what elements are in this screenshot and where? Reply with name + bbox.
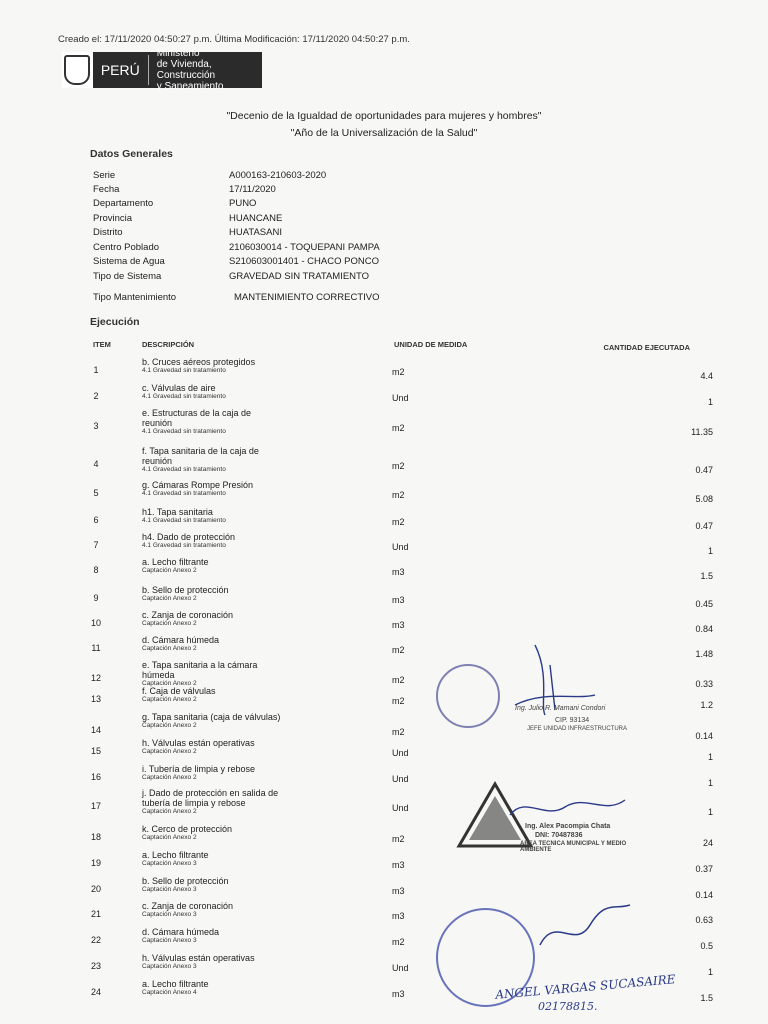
row-description: [142, 635, 282, 653]
row-description-main: h4. Dado de protección: [142, 532, 236, 542]
row-quantity: 1.5: [700, 993, 713, 1003]
logo-country: PERÚ: [93, 55, 149, 85]
row-description-main: h1. Tapa sanitaria: [142, 507, 213, 517]
row-description: [142, 876, 282, 894]
row-description-main: b. Cruces aéreos protegidos: [142, 357, 256, 367]
row-item-number: 22: [90, 935, 101, 945]
row-item-number: 1: [93, 365, 99, 375]
row-unit: Und: [392, 774, 409, 784]
row-description-main: c. Zanja de coronación: [142, 610, 234, 620]
row-description-sub: 4.1 Gravedad sin tratamiento: [142, 367, 226, 374]
field-value: MANTENIMIENTO CORRECTIVO: [234, 292, 380, 303]
row-quantity: 0.84: [695, 624, 713, 634]
row-description-main: h. Válvulas están operativas: [142, 738, 255, 748]
stamp1-cip: CIP. 93134: [555, 717, 590, 724]
row-description-sub: Captación Anexo 2: [142, 595, 197, 602]
row-item-number: 15: [90, 746, 101, 756]
row-description-main: e. Tapa sanitaria a la cámara húmeda: [142, 660, 258, 680]
row-description-main: c. Zanja de coronación: [142, 901, 234, 911]
row-quantity: 0.45: [695, 599, 713, 609]
row-description-sub: 4.1 Gravedad sin tratamiento: [142, 428, 226, 435]
row-description-sub: Captación Anexo 3: [142, 911, 197, 918]
row-unit: Und: [392, 393, 409, 403]
row-unit: m2: [392, 490, 405, 500]
row-item-number: 9: [93, 593, 99, 603]
field-value: HUANCANE: [229, 213, 283, 224]
row-description-main: f. Tapa sanitaria de la caja de reunión: [142, 446, 259, 466]
row-description-main: a. Lecho filtrante: [142, 979, 209, 989]
row-unit: Und: [392, 803, 409, 813]
row-quantity: 1.48: [695, 649, 713, 659]
row-description-main: e. Estructuras de la caja de reunión: [142, 408, 252, 428]
field-label: Tipo Mantenimiento: [93, 292, 177, 303]
row-quantity: 24: [702, 838, 713, 848]
stamp2-name: Ing. Alex Pacompia Chata: [525, 823, 611, 830]
row-quantity: 0.33: [695, 679, 713, 689]
row-description-sub: 4.1 Gravedad sin tratamiento: [142, 466, 226, 473]
row-item-number: 21: [90, 909, 101, 919]
row-item-number: 10: [90, 618, 101, 628]
execution-title: Ejecución: [90, 316, 140, 328]
field-label: Serie: [93, 170, 116, 181]
row-description-sub: Captación Anexo 2: [142, 645, 197, 652]
row-description-sub: Captación Anexo 3: [142, 886, 197, 893]
column-quantity: CANTIDAD EJECUTADA: [603, 343, 690, 352]
field-value: A000163-210603-2020: [229, 170, 327, 181]
row-description: [142, 557, 282, 575]
row-description: [142, 532, 282, 550]
field-value: S210603001401 - CHACO PONCO: [229, 256, 379, 267]
field-label: Provincia: [93, 213, 133, 224]
row-description: [142, 357, 282, 375]
column-description: DESCRIPCIÓN: [142, 340, 195, 349]
document-metadata: Creado el: 17/11/2020 04:50:27 p.m. Última Modificación: 17/11/2020 04:50:27 p.m.: [58, 34, 410, 45]
row-unit: m2: [392, 675, 405, 685]
stamp1-role: JEFE UNIDAD INFRAESTRUCTURA: [527, 726, 628, 732]
row-description-sub: 4.1 Gravedad sin tratamiento: [142, 490, 226, 497]
field-value: HUATASANI: [229, 227, 282, 238]
row-description-sub: Captación Anexo 2: [142, 696, 197, 703]
row-description-sub: Captación Anexo 2: [142, 567, 197, 574]
row-item-number: 23: [90, 961, 101, 971]
signature-3: [535, 900, 635, 960]
row-description: [142, 610, 282, 628]
row-item-number: 11: [91, 643, 101, 653]
row-description-sub: Captación Anexo 2: [142, 680, 197, 687]
row-description-main: g. Cámaras Rompe Presión: [142, 480, 254, 490]
row-unit: m3: [392, 567, 405, 577]
column-unit: UNIDAD DE MEDIDA: [394, 340, 468, 349]
field-value: PUNO: [229, 198, 257, 209]
handwritten-number: 02178815.: [538, 1000, 598, 1013]
row-description: [142, 738, 282, 756]
row-unit: Und: [392, 963, 409, 973]
row-description: [142, 788, 282, 816]
row-unit: m2: [392, 517, 405, 527]
row-description-main: g. Tapa sanitaria (caja de válvulas): [142, 712, 281, 722]
row-description: [142, 585, 282, 603]
row-quantity: 1: [707, 546, 713, 556]
row-quantity: 1: [707, 967, 713, 977]
row-quantity: 0.14: [695, 731, 713, 741]
row-description-sub: Captación Anexo 2: [142, 748, 197, 755]
row-description: [142, 850, 282, 868]
row-description-main: a. Lecho filtrante: [142, 850, 209, 860]
row-unit: m2: [392, 727, 405, 737]
ministry-logo: [62, 48, 262, 92]
row-quantity: 1: [707, 397, 713, 407]
signature-3-icon: [535, 900, 635, 960]
row-description-main: h. Válvulas están operativas: [142, 953, 255, 963]
row-unit: m2: [392, 367, 405, 377]
signature-2-icon: [505, 795, 655, 825]
row-description: [142, 824, 282, 842]
row-item-number: 24: [90, 987, 101, 997]
row-unit: m3: [392, 911, 405, 921]
field-label: Sistema de Agua: [93, 256, 165, 267]
field-label: Distrito: [93, 227, 123, 238]
row-description-main: i. Tubería de limpia y rebose: [142, 764, 256, 774]
row-description: [142, 480, 282, 498]
row-description-main: d. Cámara húmeda: [142, 635, 220, 645]
row-quantity: 5.08: [695, 494, 713, 504]
row-quantity: 0.47: [695, 521, 713, 531]
general-data-title: Datos Generales: [90, 148, 173, 160]
row-description: [142, 712, 282, 730]
row-description-sub: Captación Anexo 2: [142, 774, 197, 781]
row-description: [142, 383, 282, 401]
row-description: [142, 764, 282, 782]
row-quantity: 1.2: [700, 700, 713, 710]
row-description-sub: 4.1 Gravedad sin tratamiento: [142, 542, 226, 549]
row-item-number: 20: [90, 884, 101, 894]
row-unit: m2: [392, 937, 405, 947]
row-quantity: 0.5: [700, 941, 713, 951]
row-quantity: 1.5: [700, 571, 713, 581]
row-quantity: 0.47: [695, 465, 713, 475]
row-description-main: c. Válvulas de aire: [142, 383, 216, 393]
row-quantity: 1: [707, 778, 713, 788]
field-label: Centro Poblado: [93, 242, 160, 253]
row-description-sub: Captación Anexo 2: [142, 722, 197, 729]
row-description: [142, 953, 282, 971]
row-description-sub: Captación Anexo 4: [142, 989, 197, 996]
motto-year: "Año de la Universalización de la Salud": [290, 127, 478, 139]
row-description-main: k. Cerco de protección: [142, 824, 233, 834]
row-description: [142, 507, 282, 525]
row-unit: m3: [392, 860, 405, 870]
row-description-main: a. Lecho filtrante: [142, 557, 209, 567]
stamp2-dni: DNI: 70487836: [535, 832, 583, 839]
row-item-number: 6: [93, 515, 99, 525]
row-description-sub: Captación Anexo 2: [142, 808, 197, 815]
row-description-sub: Captación Anexo 3: [142, 937, 197, 944]
row-item-number: 12: [90, 673, 101, 683]
row-quantity: 1: [707, 752, 713, 762]
row-description-sub: 4.1 Gravedad sin tratamiento: [142, 393, 226, 400]
row-quantity: 0.14: [695, 890, 713, 900]
row-description: [142, 408, 282, 436]
row-unit: m3: [392, 989, 405, 999]
row-description: [142, 927, 282, 945]
row-description-sub: 4.1 Gravedad sin tratamiento: [142, 517, 226, 524]
row-item-number: 8: [93, 565, 99, 575]
field-label: Fecha: [93, 184, 120, 195]
row-unit: Und: [392, 748, 409, 758]
signature-stamp-2: [505, 795, 655, 865]
row-unit: m3: [392, 886, 405, 896]
row-item-number: 5: [93, 488, 99, 498]
row-description: [142, 446, 282, 474]
row-item-number: 3: [93, 421, 99, 431]
row-unit: m2: [392, 423, 405, 433]
row-description: [142, 660, 282, 688]
row-quantity: 11.35: [691, 427, 713, 437]
row-description-sub: Captación Anexo 2: [142, 620, 197, 627]
motto-decade: "Decenio de la Igualdad de oportunidades para mujeres y hombres": [226, 110, 542, 122]
field-label: Departamento: [93, 198, 154, 209]
row-description-sub: Captación Anexo 2: [142, 834, 197, 841]
row-description-main: b. Sello de protección: [142, 876, 229, 886]
row-unit: m2: [392, 696, 405, 706]
field-value: 2106030014 - TOQUEPANI PAMPA: [229, 242, 380, 253]
row-item-number: 14: [90, 725, 101, 735]
row-description-main: f. Caja de válvulas: [142, 686, 216, 696]
coat-of-arms-icon: [62, 52, 93, 88]
row-item-number: 13: [90, 694, 101, 704]
row-item-number: 17: [90, 801, 101, 811]
row-item-number: 19: [90, 858, 101, 868]
signature-stamp-1: [455, 635, 675, 745]
row-description-main: d. Cámara húmeda: [142, 927, 220, 937]
row-description: [142, 686, 282, 704]
stamp1-name: Ing. Julio R. Mamani Condori: [515, 705, 606, 712]
row-item-number: 18: [90, 832, 101, 842]
row-item-number: 4: [93, 459, 99, 469]
row-unit: m3: [392, 595, 405, 605]
row-unit: Und: [392, 542, 409, 552]
handwritten-name: ANGEL VARGAS SUCASAIRE: [494, 972, 677, 1002]
row-quantity: 1: [707, 807, 713, 817]
field-value: 17/11/2020: [229, 184, 276, 195]
row-description-sub: Captación Anexo 3: [142, 860, 197, 867]
row-description-main: b. Sello de protección: [142, 585, 229, 595]
row-unit: m3: [392, 620, 405, 630]
row-quantity: 0.63: [695, 915, 713, 925]
row-unit: m2: [392, 461, 405, 471]
stamp2-role: AREA TECNICA MUNICIPAL Y MEDIO AMBIENTE: [520, 841, 627, 853]
column-item: ITEM: [93, 340, 111, 349]
row-item-number: 2: [93, 391, 99, 401]
row-description-sub: Captación Anexo 3: [142, 963, 197, 970]
row-unit: m2: [392, 834, 405, 844]
row-description: [142, 979, 282, 997]
row-unit: m2: [392, 645, 405, 655]
row-description-main: j. Dado de protección en salida de tubería de limpia y rebose: [142, 788, 279, 808]
row-item-number: 7: [93, 540, 99, 550]
field-label: Tipo de Sistema: [93, 271, 162, 282]
row-description: [142, 901, 282, 919]
row-quantity: 0.37: [695, 864, 713, 874]
row-item-number: 16: [90, 772, 101, 782]
field-value: GRAVEDAD SIN TRATAMIENTO: [229, 271, 370, 282]
logo-ministry: Ministerio de Vivienda, Construcción y Saneamiento: [156, 48, 224, 92]
row-quantity: 4.4: [700, 371, 713, 381]
